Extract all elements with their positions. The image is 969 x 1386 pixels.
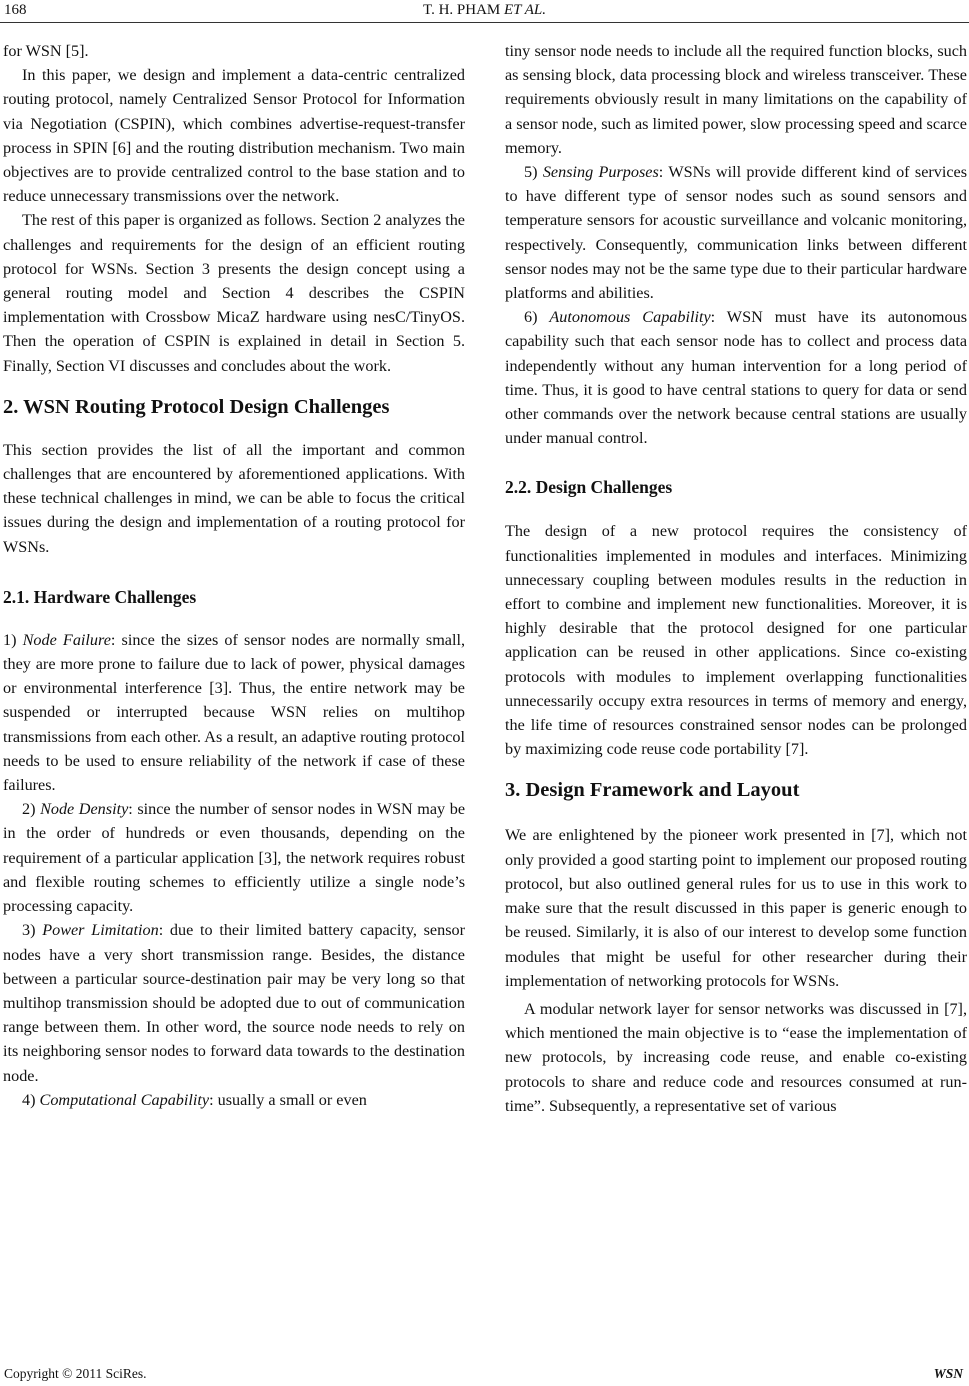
item-number: 4)	[22, 1090, 36, 1109]
list-item	[3, 797, 465, 918]
journal-name: WSN	[933, 1366, 963, 1381]
copyright-notice: Copyright © 2011 SciRes.	[4, 1366, 147, 1381]
paragraph: A modular network layer for sensor networks was discussed in [7], which mentioned the main objective is to “ease the implementation of new protocols, by increasing code reuse, and enable co-existing protocols to share and reduce code and resources consumed at run-time”. Subsequently, a representative set of various	[505, 999, 967, 1115]
list-item	[3, 918, 465, 1087]
section-heading: 2. WSN Routing Protocol Design Challenges	[3, 395, 390, 418]
list-item	[505, 305, 967, 450]
list-item	[505, 160, 967, 305]
item-number: 6)	[524, 308, 538, 327]
page-number: 168	[4, 2, 27, 18]
item-term: Autonomous Capability	[549, 308, 711, 327]
running-head-etal: ET AL.	[504, 2, 546, 18]
item-term: Node Failure	[22, 630, 111, 649]
page-header	[0, 0, 969, 24]
subsection-heading: 2.1. Hardware Challenges	[3, 586, 197, 607]
item-number: 1)	[3, 630, 17, 649]
item-number: 3)	[22, 921, 36, 940]
item-text: : due to their limited battery capacity, sensor nodes have a very short transmission range. Besides, the distance between a particular source-destination pair may be very long so that multihop transmission should be adopted due to out of communication range between them. In other word, the source node needs to rely on its neighboring sensor nodes to forward data towards to the destination node.	[3, 921, 465, 1085]
section-heading: 3. Design Framework and Layout	[505, 779, 800, 802]
paragraph: tiny sensor node needs to include all the required function blocks, such as sensing block, data processing block and wireless transceiver. These requirements obviously result in many limitations on the capability of a sensor node, such as limited power, slow processing speed and scarce memory.	[505, 42, 967, 157]
paragraph: This section provides the list of all the important and common challenges that are encountered by aforementioned applications. With these technical challenges in mind, we can be able to focus the critical issues during the design and implementation of a routing protocol for WSNs.	[3, 440, 465, 556]
item-term: Sensing Purposes	[542, 163, 659, 182]
running-head-author: T. H. PHAM	[423, 2, 501, 18]
paragraph: In this paper, we design and implement a data-centric centralized routing protocol, namely Centralized Sensor Protocol for Information via Negotiation (CSPIN), which combines advertise-request-transfer process in SPIN [6] and the routing distribution mechanism. Two main objectives are to provide centralized control to the base station and to reduce unnecessary transmissions over the network.	[3, 66, 465, 206]
right-column	[505, 39, 967, 1118]
item-term: Power Limitation	[42, 921, 159, 940]
paragraph: We are enlightened by the pioneer work presented in [7], which not only provided a good starting point to implement our proposed routing protocol, but also outlined general rules for us to use in this work to make sure that the result discussed in this paper is generic enough to be reused. Similarly, it is also of our interest to develop some function modules that might be useful for other researcher during their implementation of networking protocols for WSNs.	[505, 826, 967, 990]
item-number: 2)	[22, 800, 36, 819]
item-term: Computational Capability	[39, 1090, 210, 1109]
list-item	[3, 1088, 465, 1112]
item-text: : WSNs will provide different kind of services to have different type of sensor nodes such as sound sensors and temperature sensors for acoustic surveillance and volcanic monitoring, respectively. Consequently, communication links between different sensor nodes may not be the same type due to their particular hardware platforms and abilities.	[505, 163, 968, 303]
paragraph: for WSN [5].	[3, 42, 89, 60]
item-text: : usually a small or even	[209, 1090, 367, 1109]
page-footer	[0, 1366, 969, 1386]
item-term: Node Density	[40, 800, 129, 819]
left-column	[3, 39, 465, 1112]
item-text: : WSN must have its autonomous capability such that each sensor node has to collect and process data independently without any human intervention for a long period of time. Thus, it is good to have central stations to query for data or send other commands over the network because central stations are usually under manual control.	[505, 308, 967, 448]
running-head	[0, 2, 969, 19]
paragraph: The rest of this paper is organized as follows. Section 2 analyzes the challenges and requirements for the design of an efficient routing protocol for WSNs. Section 3 presents the design concept using a general routing model and Section 4 describes the CSPIN implementation with Crossbow MicaZ hardware using nesC/TinyOS. Then the operation of CSPIN is explained in detail in Section 5. Finally, Section VI discusses and concludes about the work.	[3, 211, 465, 375]
paragraph: The design of a new protocol requires the consistency of functionalities implemented in modules and interfaces. Minimizing unnecessary coupling between modules results in the reduction in effort to combine and implement new functionalities. Moreover, it is highly desirable that the protocol designed for one particular application can be reused in other applications. Since co-existing protocols with modules to implement overlapping functionalities unnecessarily occupy extra resources in terms of memory and energy, the life time of resources constrained sensor nodes can be prolonged by maximizing code reuse code portability [7].	[505, 522, 967, 759]
item-number: 5)	[524, 163, 538, 182]
header-rule	[0, 22, 969, 23]
list-item	[3, 628, 465, 797]
subsection-heading: 2.2. Design Challenges	[505, 477, 673, 498]
item-text: : since the sizes of sensor nodes are normally small, they are more prone to failure due to lack of power, physical damages or environmental interference [3]. Thus, the entire network may be suspended or interrupted because WSN relies on multihop transmissions from each other. As a result, an adaptive routing protocol needs to be used to ensure reliability of the network if case of these failures.	[3, 630, 466, 795]
item-text: : since the number of sensor nodes in WSN may be in the order of hundreds or even thousands, depending on the requirement of a particular application [3], the network requires robust and flexible routing schemes to efficiently utilize a single node’s processing capacity.	[3, 800, 466, 916]
